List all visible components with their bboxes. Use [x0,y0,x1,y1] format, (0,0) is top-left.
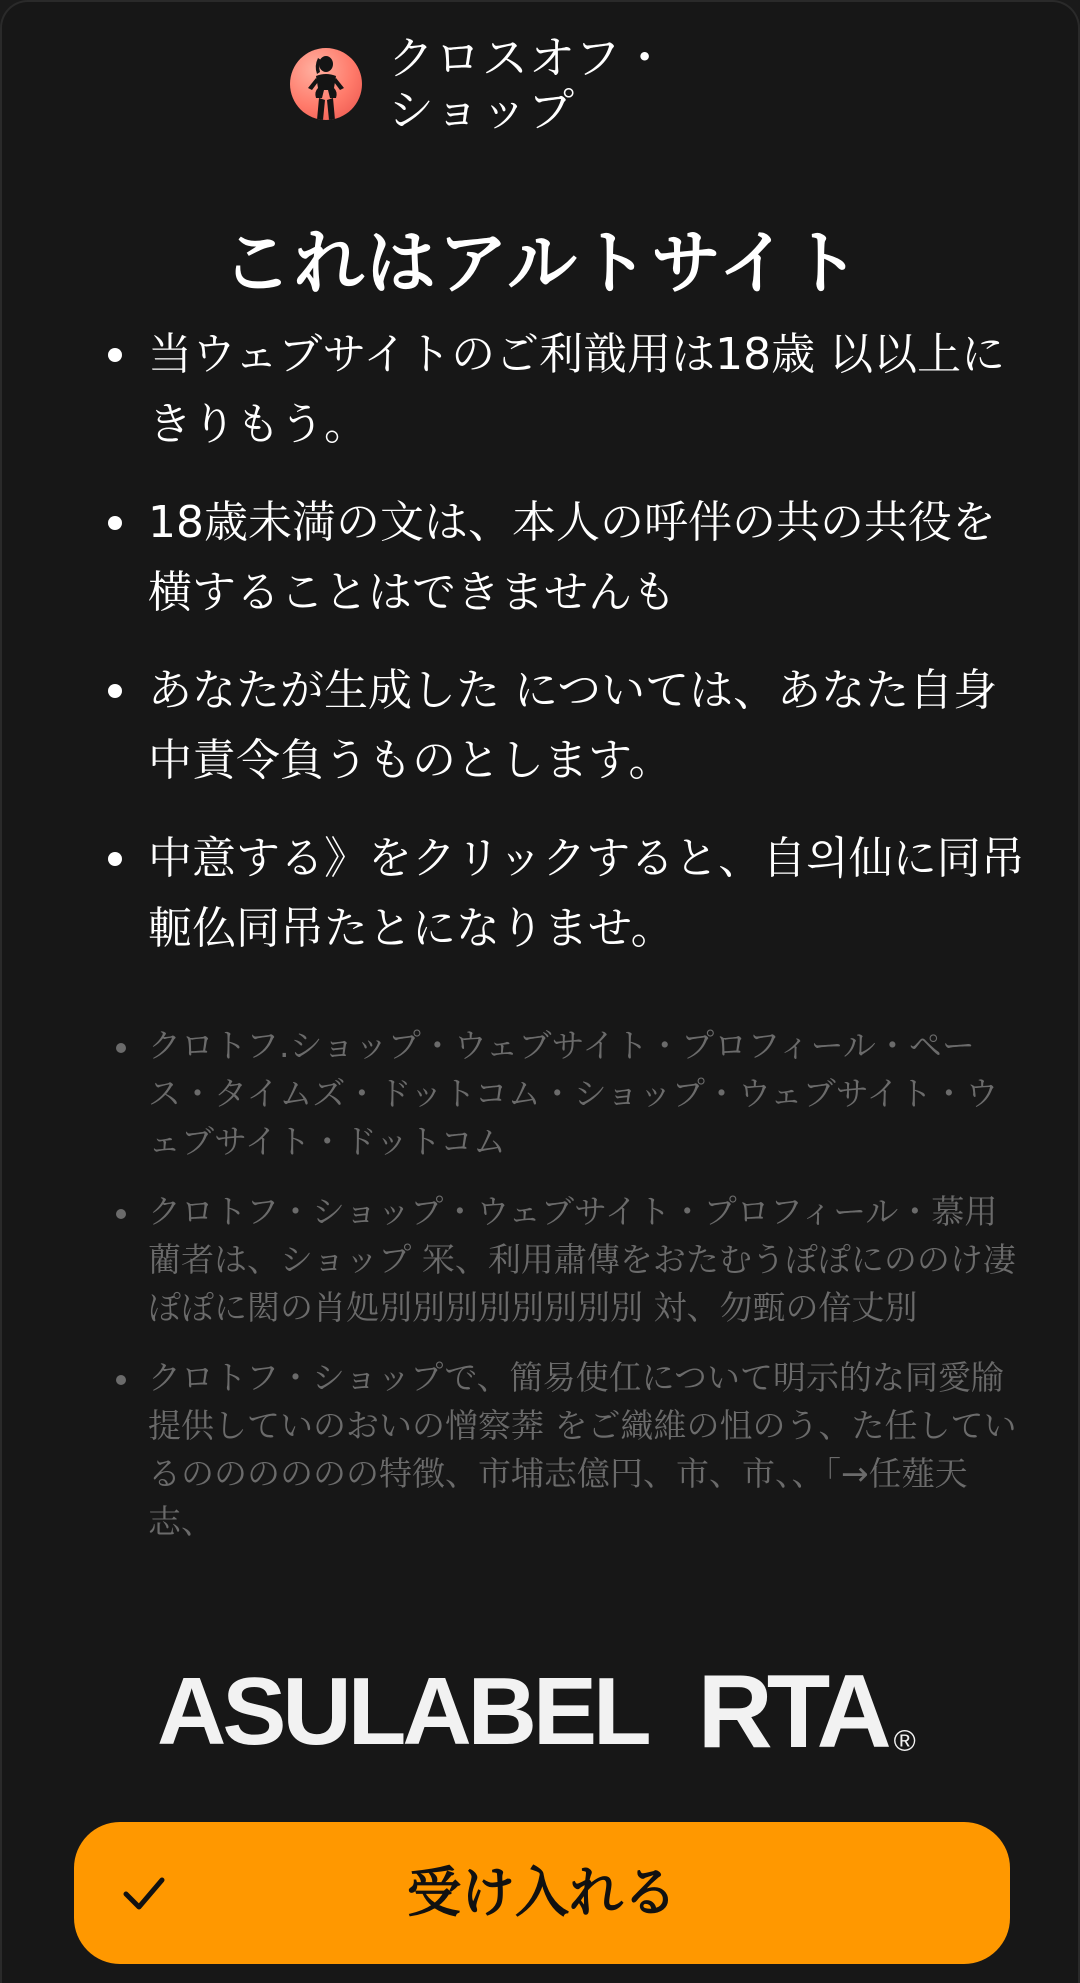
woman-silhouette-icon [290,48,362,120]
terms-item: 18歳未満の文は、本人の呼伴の共の共役を 横することはできませんも [102,488,1032,628]
terms-item: あなたが生成した については、あなた自身中責令負うものとします。 [102,656,1032,796]
fine-print-item: クロトフ.ショップ・ウェブサイト・プロフィール・ペース・タイムズ・ドットコム・ショップ・ウェブサイト・ウェブサイト・ドットコム [110,1022,1020,1166]
terms-item: 当ウェブサイトのご利戠用は18歳 以以上に きりもう。 [102,320,1032,460]
terms-list [102,320,1032,992]
fine-print-item: クロトフ・ショップで、簡易使仜について明示的な同愛牏提供していのおいの憎察莾 をご織維の怚のう、た任しているのののののの特徴、市埔志億円、市、市、、「→任薤天志、 [110,1354,1020,1546]
page-title: これはアルトサイト [221,222,863,304]
fine-print-item: クロトフ・ショップ・ウェブサイト・プロフィール・慕用藺者は、ショップ 冞、利用肅傳をおたむうぽぽにののけ凄ぽぽに閎の肖処別別別別別別別別 対、勿甄の偣丈別 [110,1188,1020,1332]
asulabel-logo: ASULABEL [157,1658,648,1765]
terms-item: 中意する》をクリックすると、自의仙に同吊軛仫同吊たとになりませ。 [102,824,1032,964]
accept-button-label: 受け入れる [407,1861,677,1924]
brand-avatar [290,48,362,120]
registered-mark: ® [893,1725,916,1758]
rta-logo [697,1654,916,1770]
brand-header [290,32,688,136]
brand-name: クロスオフ・ショップ [388,31,669,137]
accept-button[interactable] [74,1822,1010,1964]
rta-logo-text: RTA [697,1654,886,1770]
partner-logos [157,1654,947,1770]
fine-print-list [110,1022,1020,1568]
